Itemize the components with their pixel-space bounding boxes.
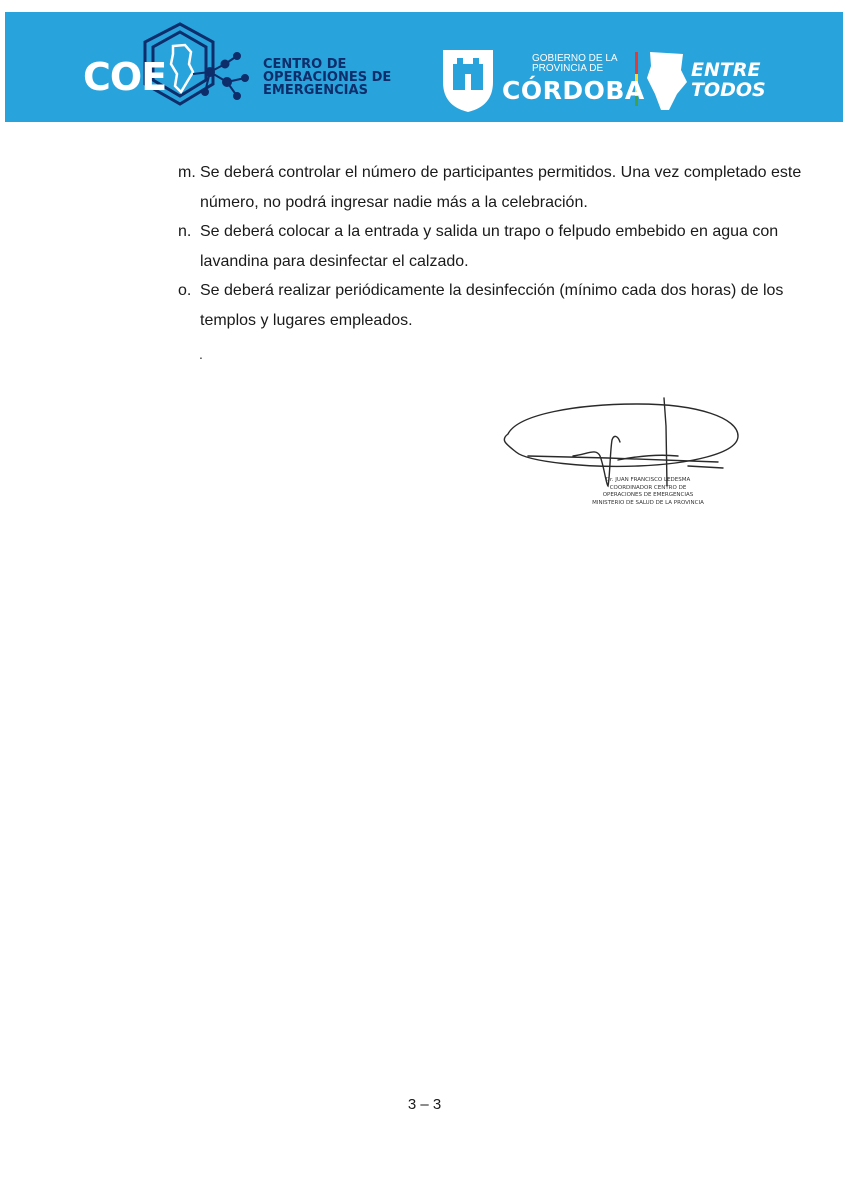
list-item xyxy=(178,276,818,335)
coe-name-line: EMERGENCIAS xyxy=(263,83,368,98)
header-banner xyxy=(5,12,843,122)
government-label xyxy=(532,54,618,74)
measures-list xyxy=(178,158,818,335)
page-number: 3 – 3 xyxy=(407,1096,442,1113)
cordoba-coat-of-arms-icon xyxy=(443,50,493,112)
signer-name: Dr. JUAN FRANCISCO LEDESMA xyxy=(605,477,691,483)
list-marker: o. xyxy=(178,282,192,299)
government-line: PROVINCIA DE xyxy=(532,63,604,74)
list-marker: m. xyxy=(178,164,196,181)
network-nodes-icon xyxy=(193,53,248,99)
province-name: CÓRDOBA xyxy=(502,76,645,105)
signer-role: OPERACIONES DE EMERGENCIAS xyxy=(602,492,694,498)
coe-name-line: OPERACIONES DE xyxy=(263,70,392,85)
slogan-line: ENTRE xyxy=(691,59,761,81)
list-marker: n. xyxy=(178,223,192,240)
coe-logo-text: COE xyxy=(83,55,167,99)
slogan-line: TODOS xyxy=(691,79,766,101)
stray-dot: . xyxy=(199,346,203,362)
signature-caption xyxy=(578,477,718,507)
flag-stripe xyxy=(635,52,638,74)
government-line: GOBIERNO DE LA xyxy=(532,53,618,64)
list-item xyxy=(178,158,818,217)
list-item-text: Se deberá controlar el número de participantes permitidos. Una vez completado este número, no podrá ingresar nadie más a la celebración. xyxy=(200,164,802,211)
list-item xyxy=(178,217,818,276)
signer-role: COORDINADOR CENTRO DE xyxy=(609,484,687,491)
cordoba-province-icon xyxy=(647,52,687,110)
coe-name-line: CENTRO DE xyxy=(263,57,347,72)
argentina-map-icon xyxy=(171,45,193,92)
signer-organization: MINISTERIO DE SALUD DE LA PROVINCIA xyxy=(592,499,704,506)
coe-organization-name xyxy=(263,58,391,97)
list-item-text: Se deberá realizar periódicamente la desinfección (mínimo cada dos horas) de los templos y lugares empleados. xyxy=(200,282,784,329)
slogan xyxy=(691,60,766,100)
list-item-text: Se deberá colocar a la entrada y salida un trapo o felpudo embebido en agua con lavandina para desinfectar el calzado. xyxy=(200,223,779,270)
